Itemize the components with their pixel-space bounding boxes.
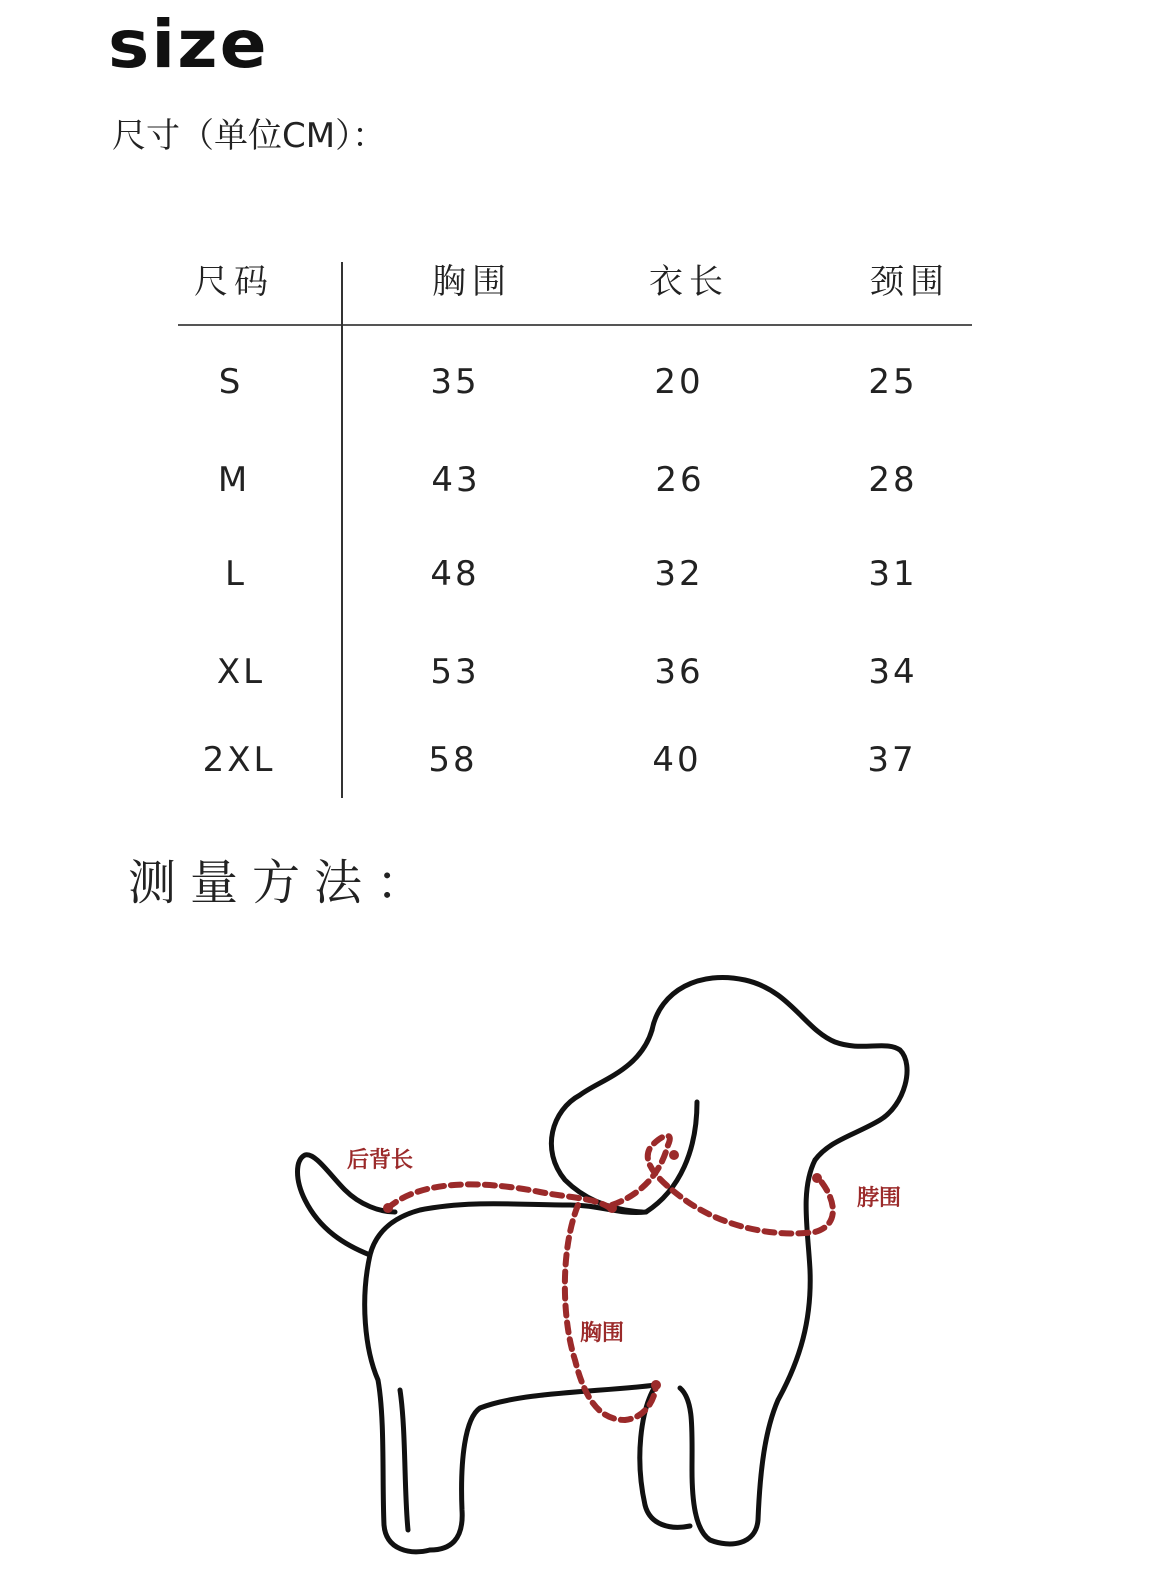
- row-m-chest: 43: [431, 460, 481, 500]
- row-l-chest: 48: [430, 554, 480, 594]
- dog-outline: [298, 977, 908, 1551]
- dog-head-outline: [652, 977, 907, 1160]
- row-l-neck: 31: [868, 554, 918, 594]
- row-m-size: M: [217, 460, 251, 500]
- row-m-neck: 28: [868, 460, 918, 500]
- row-s-chest: 35: [430, 362, 480, 402]
- measure-lines: [388, 1136, 833, 1420]
- row-2xl-chest: 58: [428, 740, 478, 780]
- header-length: 衣长: [649, 262, 729, 302]
- unit-subtitle: 尺寸（单位CM）：: [112, 116, 387, 156]
- row-xl-neck: 34: [868, 652, 918, 692]
- dog-back-outline: [370, 1204, 646, 1255]
- page-title: size: [108, 6, 269, 83]
- neck-dot-front: [812, 1173, 822, 1183]
- back-start-dot: [383, 1203, 393, 1213]
- row-s-length: 20: [654, 362, 704, 402]
- row-s-size: S: [218, 362, 244, 402]
- row-2xl-neck: 37: [867, 740, 917, 780]
- row-2xl-length: 40: [652, 740, 702, 780]
- row-l-size: L: [225, 554, 247, 594]
- row-s-neck: 25: [868, 362, 918, 402]
- header-chest: 胸围: [432, 262, 512, 302]
- back-end-dot: [607, 1203, 617, 1213]
- header-size: 尺码: [194, 262, 274, 302]
- dog-belly-outline: [430, 1385, 656, 1550]
- row-xl-length: 36: [654, 652, 704, 692]
- neck-dot-top: [669, 1150, 679, 1160]
- neck-line: [612, 1136, 833, 1234]
- neck-label: 脖围: [857, 1186, 902, 1211]
- row-l-length: 32: [654, 554, 704, 594]
- row-xl-size: XL: [216, 652, 266, 692]
- measure-method-title: 测量方法：: [128, 855, 439, 911]
- dog-back-leg-outline: [365, 1255, 430, 1552]
- back-length-label: 后背长: [347, 1148, 414, 1173]
- row-2xl-size: 2XL: [202, 740, 276, 780]
- dog-front-leg-outline: [680, 1160, 815, 1544]
- chest-label: 胸围: [580, 1321, 625, 1346]
- chest-dot: [651, 1380, 661, 1390]
- row-xl-chest: 53: [430, 652, 480, 692]
- dog-ear-outline: [551, 1030, 652, 1212]
- header-neck: 颈围: [870, 262, 950, 302]
- row-m-length: 26: [655, 460, 705, 500]
- dog-back-leg-inner: [400, 1390, 408, 1530]
